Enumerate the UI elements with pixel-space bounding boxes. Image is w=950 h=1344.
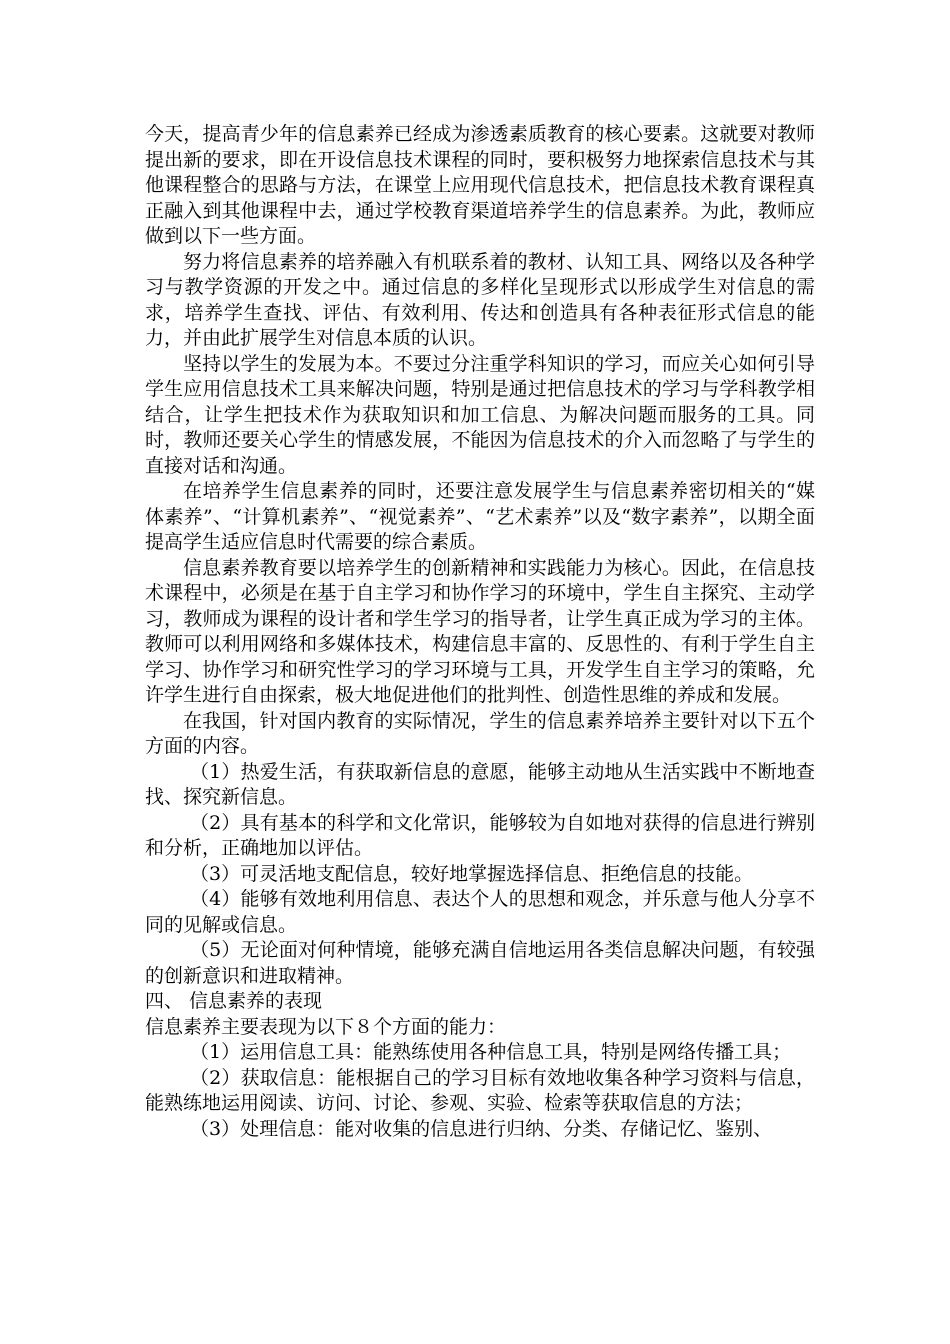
list-item-aspect-5: （5）无论面对何种情境，能够充满自信地运用各类信息解决问题，有较强的创新意识和进取精神。 <box>145 939 815 987</box>
paragraph-five-aspects: 在我国，针对国内教育的实际情况，学生的信息素养培养主要针对以下五个方面的内容。 <box>145 709 815 757</box>
list-item-ability-2: （2）获取信息：能根据自己的学习目标有效地收集各种学习资料与信息，能熟练地运用阅读、访问、讨论、参观、实验、检索等获取信息的方法； <box>145 1066 815 1114</box>
section-intro: 信息素养主要表现为以下８个方面的能力： <box>145 1015 507 1038</box>
paragraph-intro: 今天，提高青少年的信息素养已经成为渗透素质教育的核心要素。这就要对教师提出新的要求，即在开设信息技术课程的同时，要积极努力地探索信息技术与其他课程整合的思路与方法，在课堂上应用现代信息技术，把信息技术教育课程真正融入到其他课程中去，通过学校教育渠道培养学生的信息素养。为此，教师应做到以下一些方面。 <box>145 123 815 247</box>
list-item-aspect-1: （1）热爱生活，有获取新信息的意愿，能够主动地从生活实践中不断地查找、探究新信息。 <box>145 760 815 808</box>
paragraph-innovation: 信息素养教育要以培养学生的创新精神和实践能力为核心。因此，在信息技术课程中，必须是在基于自主学习和协作学习的环境中，学生自主探究、主动学习，教师成为课程的设计者和学生学习的指导者，让学生真正成为学习的主体。教师可以利用网络和多媒体技术，构建信息丰富的、反思性的、有利于学生自主学习、协作学习和研究性学习的学习环境与工具，开发学生自主学习的策略，允许学生进行自由探索，极大地促进他们的批判性、创造性思维的养成和发展。 <box>145 556 815 706</box>
list-item-aspect-2: （2）具有基本的科学和文化常识，能够较为自如地对获得的信息进行辨别和分析，正确地加以评估。 <box>145 811 815 859</box>
list-item-aspect-3: （3）可灵活地支配信息，较好地掌握选择信息、拒绝信息的技能。 <box>190 862 754 885</box>
section-heading: 四、 信息素养的表现 <box>145 990 323 1012</box>
list-item-ability-1: （1）运用信息工具：能熟练使用各种信息工具，特别是网络传播工具； <box>190 1041 792 1063</box>
paragraph-related-literacies: 在培养学生信息素养的同时，还要注意发展学生与信息素养密切相关的“媒体素养”、“计算机素养”、“视觉素养”、“艺术素养”以及“数字素养”，以期全面提高学生适应信息时代需要的综合素质。 <box>145 480 815 553</box>
list-item-aspect-4: （4）能够有效地利用信息、表达个人的思想和观念，并乐意与他人分享不同的见解或信息。 <box>145 888 815 936</box>
paragraph-integration: 努力将信息素养的培养融入有机联系着的教材、认知工具、网络以及各种学习与教学资源的开发之中。通过信息的多样化呈现形式以形成学生对信息的需求，培养学生查找、评估、有效利用、传达和创造具有各种表征形式信息的能力，并由此扩展学生对信息本质的认识。 <box>145 250 815 349</box>
list-item-ability-3: （3）处理信息：能对收集的信息进行归纳、分类、存储记忆、鉴别、 <box>190 1117 773 1140</box>
document-body <box>145 122 815 1142</box>
paragraph-student-development: 坚持以学生的发展为本。不要过分注重学科知识的学习，而应关心如何引导学生应用信息技术工具来解决问题，特别是通过把信息技术的学习与学科教学相结合，让学生把技术作为获取知识和加工信息、为解决问题而服务的工具。同时，教师还要关心学生的情感发展，不能因为信息技术的介入而忽略了与学生的直接对话和沟通。 <box>145 352 815 477</box>
